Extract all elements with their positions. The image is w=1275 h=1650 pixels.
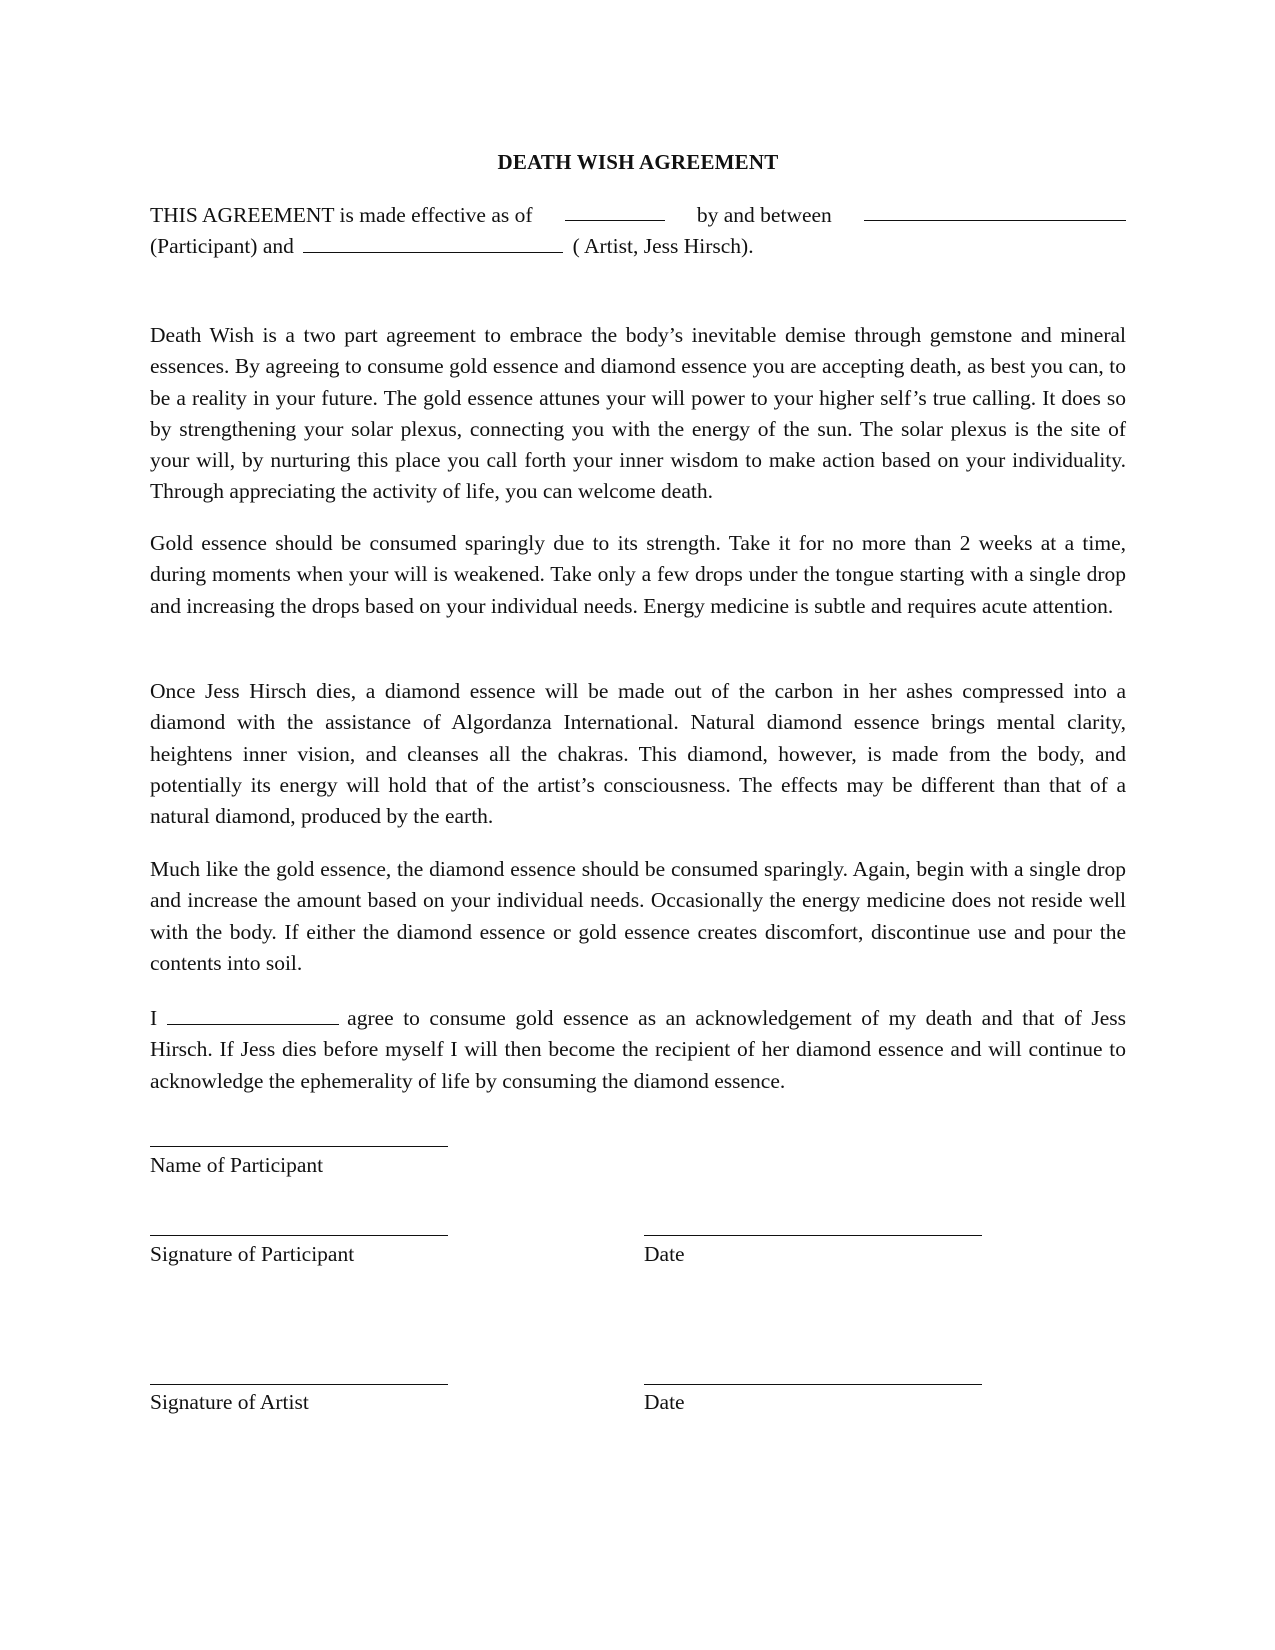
date-participant-label: Date (644, 1242, 685, 1266)
participant-name-blank[interactable] (864, 200, 1126, 221)
paragraph-consumption: Much like the gold essence, the diamond essence should be consumed sparingly. Again, begin with a single drop and increase the amount based on your individual needs. Occasionally the energy medicine does not reside well with the body. If either the diamond essence or gold essence creates discomfort, discontinue use and pour the contents into soil. (150, 857, 1126, 975)
paragraph-diamond-essence: Once Jess Hirsch dies, a diamond essence will be made out of the carbon in her ashes compressed into a diamond with the assistance of Algordanza International. Natural diamond essence brings mental clarity, heightens inner vision, and cleanses all the chakras. This diamond, however, is made from the body, and potentially its energy will hold that of the artist’s consciousness. The effects may be different than that of a natural diamond, produced by the earth. (150, 679, 1126, 829)
name-participant-line[interactable] (150, 1146, 448, 1147)
intro-text-2: by and between (696, 203, 832, 227)
artist-name-blank[interactable] (303, 232, 563, 253)
signature-participant-line[interactable] (150, 1235, 448, 1236)
intro-text-4: ( Artist, Jess Hirsch). (572, 234, 754, 259)
name-participant-label: Name of Participant (150, 1153, 324, 1177)
paragraph-gold-essence: Gold essence should be consumed sparingly due to its strength. Take it for no more than 2 weeks at a time, during moments when your will is weakened. Take only a few drops under the tongue starting with a single drop and increasing the drops based on your individual needs. Energy medicine is subtle and requires acute attention. (150, 531, 1126, 618)
date-artist-line[interactable] (644, 1384, 982, 1385)
document-title: DEATH WISH AGREEMENT (497, 150, 779, 174)
intro-text-1: THIS AGREEMENT is made effective as of (150, 203, 533, 227)
signature-participant-label: Signature of Participant (150, 1242, 355, 1266)
paragraph-death-wish: Death Wish is a two part agreement to embrace the body’s inevitable demise through gemstone and mineral essences. By agreeing to consume gold essence and diamond essence you are accepting death, as best you can, to be a reality in your future. The gold essence attunes your will power to your higher self’s true calling. It does so by strengthening your solar plexus, connecting you with the energy of the sun. The solar plexus is the site of your will, by nurturing this place you call forth your inner wisdom to make action based on your individuality. Through appreciating the activity of life, you can welcome death. (150, 323, 1126, 504)
document-page (150, 0, 1126, 1650)
signature-artist-label: Signature of Artist (150, 1390, 309, 1414)
consent-text: agree to consume gold essence as an acknowledgement of my death and that of Jess Hirsch. If Jess dies before myself I will then become the recipient of her diamond essence and will continue to acknowledge the ephemerality of life by consuming the diamond essence. (150, 1006, 1126, 1093)
date-participant-line[interactable] (644, 1235, 982, 1236)
signature-artist-line[interactable] (150, 1384, 448, 1385)
consent-name-blank[interactable] (167, 1004, 339, 1025)
intro-text-3: (Participant) and (150, 234, 294, 259)
consent-prefix: I (150, 1006, 158, 1030)
consent-paragraph (150, 1003, 1126, 1097)
effective-date-blank[interactable] (565, 200, 665, 221)
agreement-intro (150, 200, 1126, 263)
date-artist-label: Date (644, 1390, 685, 1414)
